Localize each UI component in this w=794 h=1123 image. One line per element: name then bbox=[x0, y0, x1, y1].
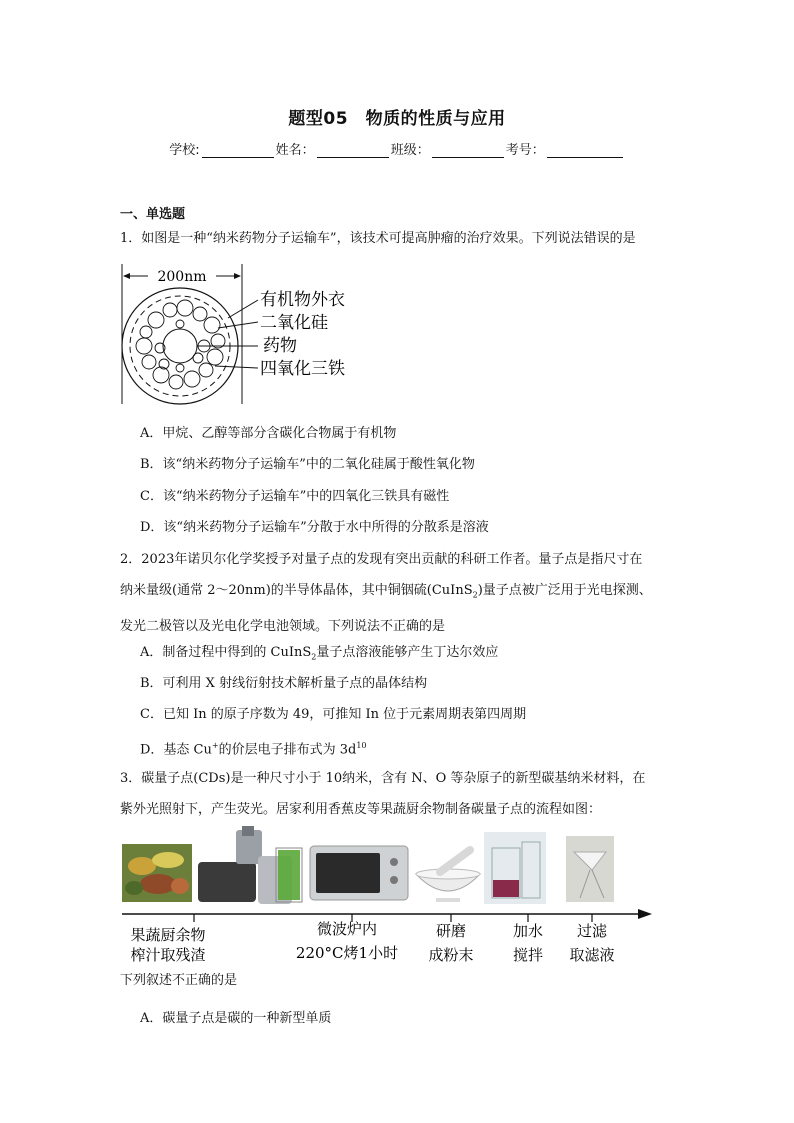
q2-option-d-sup-2: 10 bbox=[356, 741, 367, 750]
student-info-line bbox=[0, 139, 794, 158]
q2-option-a-sub: 2 bbox=[311, 652, 317, 662]
step-1-line-1: 果蔬厨余物 bbox=[130, 926, 206, 944]
label-silica: 二氧化硅 bbox=[260, 313, 328, 333]
label-organic-coat: 有机物外衣 bbox=[260, 290, 345, 310]
q2-line-1: 2．2023年诺贝尔化学奖授予对量子点的发现有突出贡献的科研工作者。量子点是指尺寸在 bbox=[120, 552, 643, 567]
q2-line-2-sub: 2 bbox=[472, 590, 478, 600]
exam-no-label: 考号： bbox=[505, 143, 545, 158]
step-2-line-2: 220°C烤1小时 bbox=[295, 944, 399, 962]
q2-option-a-text: A．制备过程中得到的 CuInS bbox=[140, 645, 312, 660]
mortar-photo bbox=[416, 850, 480, 902]
juicer-photo bbox=[198, 826, 302, 904]
q2-stem bbox=[120, 544, 690, 642]
q3-line-2: 紫外光照射下，产生荧光。居家利用香蕉皮等果蔬厨余物制备碳量子点的流程如图： bbox=[120, 802, 602, 817]
q2-option-b[interactable]: B．可利用 X 射线衍射技术解析量子点的晶体结构 bbox=[140, 676, 428, 691]
q2-line-2-a: 纳米量级(通常 2～20nm)的半导体晶体，其中铜铟硫(CuInS bbox=[120, 583, 473, 598]
food-scraps-photo bbox=[122, 844, 192, 902]
step-5-line-2: 取滤液 bbox=[569, 946, 615, 964]
label-drug: 药物 bbox=[263, 336, 297, 356]
q2-option-d-text: D．基态 Cu bbox=[140, 742, 212, 758]
step-3-line-1: 研磨 bbox=[435, 922, 467, 940]
q3-after-text: 下列叙述不正确的是 bbox=[120, 973, 238, 988]
q2-line-3: 发光二极管以及光电化学电池领域。下列说法不正确的是 bbox=[120, 618, 446, 634]
q2-option-d-text-2: 的价层电子排布式为 3d bbox=[218, 742, 357, 758]
q2-option-d-sup: + bbox=[211, 741, 219, 750]
label-fe3o4: 四氧化三铁 bbox=[260, 359, 345, 379]
name-label: 姓名： bbox=[275, 143, 315, 158]
filter-photo bbox=[566, 836, 614, 902]
q1-option-b[interactable]: B．该“纳米药物分子运输车”中的二氧化硅属于酸性氧化物 bbox=[140, 457, 475, 472]
nano-carrier-figure bbox=[118, 258, 363, 408]
q2-line-2-b: )量子点被广泛用于光电探测、 bbox=[477, 583, 652, 598]
step-5-line-1: 过滤 bbox=[576, 922, 608, 940]
step-3-line-2: 成粉末 bbox=[428, 946, 474, 964]
class-blank[interactable] bbox=[432, 144, 504, 158]
q2-option-a-text-2: 量子点溶液能够产生丁达尔效应 bbox=[316, 645, 499, 660]
school-blank[interactable] bbox=[202, 144, 274, 158]
page-title: 题型05 物质的性质与应用 bbox=[288, 109, 506, 129]
beaker-photo bbox=[484, 832, 546, 904]
q2-line-2 bbox=[120, 575, 690, 611]
q2-option-d[interactable] bbox=[140, 736, 367, 760]
q2-option-a[interactable] bbox=[140, 643, 498, 668]
step-2-line-1: 微波炉内 bbox=[316, 920, 378, 938]
q1-stem: 1．如图是一种“纳米药物分子运输车”，该技术可提高肿瘤的治疗效果。下列说法错误的是 bbox=[120, 231, 636, 246]
microwave-photo bbox=[310, 846, 408, 900]
section-heading: 一、单选题 bbox=[120, 207, 186, 222]
flow-diagram bbox=[118, 826, 658, 971]
q1-option-c[interactable]: C．该“纳米药物分子运输车”中的四氧化三铁具有磁性 bbox=[140, 489, 450, 504]
school-label: 学校: bbox=[169, 143, 200, 158]
q2-option-c[interactable]: C．已知 In 的原子序数为 49，可推知 In 位于元素周期表第四周期 bbox=[140, 707, 527, 722]
step-4-line-2: 搅拌 bbox=[512, 946, 544, 964]
q3-option-a[interactable]: A．碳量子点是碳的一种新型单质 bbox=[140, 1011, 332, 1026]
q1-option-a[interactable]: A．甲烷、乙醇等部分含碳化合物属于有机物 bbox=[140, 426, 397, 441]
exam-no-blank[interactable] bbox=[547, 144, 623, 158]
class-label: 班级： bbox=[390, 143, 430, 158]
q3-stem bbox=[120, 763, 690, 825]
q3-line-1: 3．碳量子点(CDs)是一种尺寸小于 10纳米，含有 N、O 等杂原子的新型碳基纳米材料，在 bbox=[120, 771, 646, 786]
q1-option-d[interactable]: D．该“纳米药物分子运输车”分散于水中所得的分散系是溶液 bbox=[140, 520, 489, 535]
step-1-line-2: 榨汁取残渣 bbox=[130, 946, 206, 964]
name-blank[interactable] bbox=[317, 144, 389, 158]
figure-size-label: 200nm bbox=[157, 269, 207, 285]
step-4-line-1: 加水 bbox=[512, 922, 544, 940]
